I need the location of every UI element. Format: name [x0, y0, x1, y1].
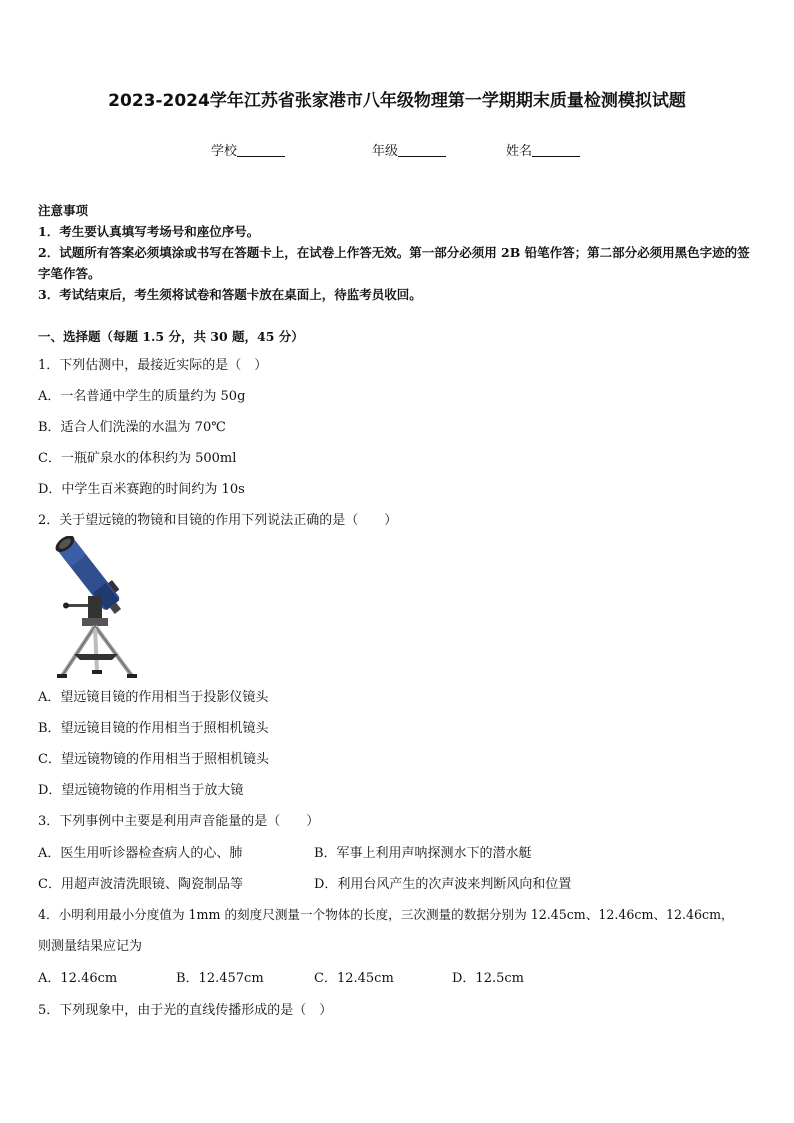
question-3-stem: 3．下列事例中主要是利用声音能量的是（ ） [38, 814, 320, 829]
name-label: 姓名 [506, 144, 533, 159]
school-label: 学校 [211, 144, 238, 159]
question-3-option-c: C．用超声波清洗眼镜、陶瓷制品等 [38, 877, 243, 892]
question-4-option-b: B．12.457cm [176, 971, 264, 986]
question-2-option-b: B．望远镜目镜的作用相当于照相机镜头 [38, 721, 269, 736]
grade-blank [398, 143, 446, 157]
notice-item: 1．考生要认真填写考场号和座位序号。 [38, 224, 260, 239]
question-4-stem-line2: 则测量结果应记为 [38, 939, 143, 954]
question-1-option-d: D．中学生百米赛跑的时间约为 10s [38, 482, 245, 497]
question-1-option-c: C．一瓶矿泉水的体积约为 500ml [38, 451, 237, 466]
question-2-option-d: D．望远镜物镜的作用相当于放大镜 [38, 783, 244, 798]
question-1-option-b: B．适合人们洗澡的水温为 70℃ [38, 420, 226, 435]
question-2-option-c: C．望远镜物镜的作用相当于照相机镜头 [38, 752, 269, 767]
name-field [506, 140, 580, 159]
notice-item: 2．试题所有答案必须填涂或书写在答题卡上，在试卷上作答无效。第一部分必须用 2B 铅笔作答；第二部分必须用黑色字迹的签字笔作答。 [38, 245, 750, 281]
telescope-image [52, 536, 144, 680]
question-4-option-a: A．12.46cm [38, 971, 118, 986]
grade-field [372, 140, 446, 159]
school-field [211, 140, 285, 159]
question-4-option-d: D．12.5cm [452, 971, 524, 986]
question-5-stem: 5．下列现象中，由于光的直线传播形成的是（ ） [38, 1003, 333, 1018]
question-2-option-a: A．望远镜目镜的作用相当于投影仪镜头 [38, 690, 269, 705]
notice-heading: 注意事项 [38, 203, 89, 218]
question-4-option-c: C．12.45cm [314, 971, 394, 986]
section-heading: 一、选择题（每题 1.5 分，共 30 题，45 分） [38, 329, 304, 344]
question-3-option-a: A．医生用听诊器检查病人的心、肺 [38, 846, 243, 861]
grade-label: 年级 [372, 144, 399, 159]
school-blank [237, 143, 285, 157]
notice-item: 3．考试结束后，考生须将试卷和答题卡放在桌面上，待监考员收回。 [38, 287, 422, 302]
question-4-stem-line1: 4．小明利用最小分度值为 1mm 的刻度尺测量一个物体的长度，三次测量的数据分别为 12.45cm、12.46cm、12.46cm， [38, 907, 734, 922]
student-info-row [0, 140, 794, 160]
name-blank [532, 143, 580, 157]
question-1-stem: 1．下列估测中，最接近实际的是（ ） [38, 358, 268, 373]
exam-title: 2023-2024学年江苏省张家港市八年级物理第一学期期末质量检测模拟试题 [108, 91, 686, 111]
notice-block [38, 200, 758, 305]
question-3-option-b: B．军事上利用声呐探测水下的潜水艇 [314, 846, 532, 861]
question-1-option-a: A．一名普通中学生的质量约为 50g [38, 389, 246, 404]
question-2-stem: 2．关于望远镜的物镜和目镜的作用下列说法正确的是（ ） [38, 513, 398, 528]
question-3-option-d: D．利用台风产生的次声波来判断风向和位置 [314, 877, 572, 892]
